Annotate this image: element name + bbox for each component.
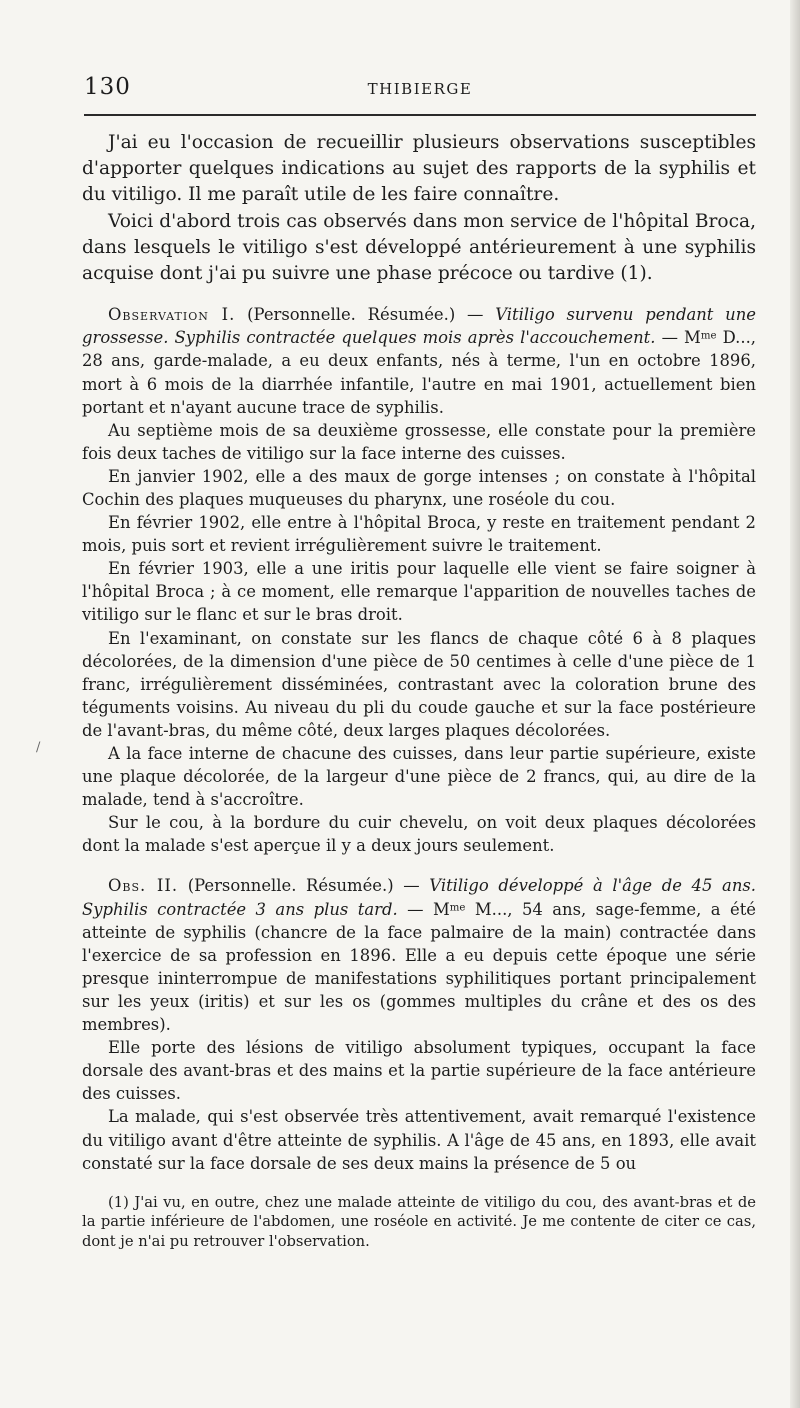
observation-2 (82, 874, 756, 1174)
observation-source: (Personnelle. Résumée.) — (187, 876, 420, 896)
page-edge-shadow (790, 0, 800, 1408)
footnote-text: (1) J'ai vu, en outre, chez une malade atteinte de vitiligo du cou, des avant-bras et de la partie inférieure de l'abdomen, une roséole en activité. Je me contente de citer ce cas, dont je n'ai pu retrouver l'observation. (82, 1193, 756, 1250)
observation-title: Vitiligo développé à l'âge de 45 ans. Syphilis contractée 3 ans plus tard. (82, 876, 756, 919)
observation-first-text: M..., 54 ans, sage-femme, a été atteinte de syphilis (chancre de la face palmaire de la main) contractée dans l'exercice de sa profession en 1896. Elle a eu depuis cette époque une série presque ininterrompue de manifestations syphilitiques portant principalement sur les yeux (iritis) et sur les os (gommes multiples du crâne et des os des membres). (82, 899, 756, 1035)
observation-label: Observation I. (108, 305, 236, 325)
footnote (82, 1193, 756, 1252)
observation-paragraph: Sur le cou, à la bordure du cuir chevelu, on voit deux plaques décolorées dont la malade s'est aperçue il y a deux jours seulement. (82, 813, 756, 856)
observation-paragraph: En février 1902, elle entre à l'hôpital Broca, y reste en traitement pendant 2 mois, puis sort et revient irrégulièrement suivre le traitement. (82, 513, 756, 556)
observation-source: (Personnelle. Résumée.) — (247, 305, 484, 325)
intro-paragraph: Voici d'abord trois cas observés dans mon service de l'hôpital Broca, dans lesquels le vitiligo s'est développé antérieurement à une syphilis acquise dont j'ai pu suivre une phase précoce ou tardive (1). (82, 210, 756, 285)
observation-paragraph: La malade, qui s'est observée très attentivement, avait remarqué l'existence du vitiligo avant d'être atteinte de syphilis. A l'âge de 45 ans, en 1893, elle avait constaté sur la face dorsale de ses deux mains la présence de 5 ou (82, 1107, 756, 1173)
observation-heading (82, 874, 756, 1036)
observation-paragraph: En l'examinant, on constate sur les flancs de chaque côté 6 à 8 plaques décolorées, de la dimension d'une pièce de 50 centimes à celle d'une pièce de 1 franc, irrégulièrement disséminées, contrastant avec la coloration brune des téguments voisins. Au niveau du pli du coude gauche et sur la face postérieure de l'avant-bras, du même côté, deux larges plaques décolorées. (82, 628, 756, 740)
intro-section (82, 130, 756, 287)
observation-first-text: D..., 28 ans, garde-malade, a eu deux enfants, nés à terme, l'un en octobre 1896, mort à 6 mois de la diarrhée infantile, l'autre en mai 1901, actuellement bien portant et n'ayant aucune trace de syphilis. (82, 328, 756, 417)
observation-paragraph: Elle porte des lésions de vitiligo absolument typiques, occupant la face dorsale des avant-bras et des mains et la partie supérieure de la face antérieure des cuisses. (82, 1038, 756, 1104)
running-title: THIBIERGE (367, 80, 473, 98)
observation-paragraph: En janvier 1902, elle a des maux de gorge intenses ; on constate à l'hôpital Cochin des plaques muqueuses du pharynx, une roséole du cou. (82, 466, 756, 509)
margin-mark: / (36, 740, 41, 755)
intro-paragraph: J'ai eu l'occasion de recueillir plusieurs observations susceptibles d'apporter quelques indications au sujet des rapports de la syphilis et du vitiligo. Il me paraît utile de les faire connaître. (82, 132, 756, 206)
observation-paragraph: A la face interne de chacune des cuisses, dans leur partie supérieure, existe une plaque décolorée, de la largeur d'une pièce de 2 francs, qui, au dire de la malade, tend à s'accroître. (82, 744, 756, 810)
page-body (82, 130, 756, 1251)
patient-prefix: — M (407, 899, 450, 919)
patient-prefix: — M (661, 328, 701, 348)
observation-paragraph: En février 1903, elle a une iritis pour laquelle elle vient se faire soigner à l'hôpital Broca ; à ce moment, elle remarque l'apparition de nouvelles taches de vitiligo sur le flanc et sur le bras droit. (82, 559, 756, 625)
observation-1 (82, 303, 756, 857)
patient-title-sup: me (449, 902, 466, 913)
patient-title-sup: me (700, 330, 717, 342)
observation-label: Obs. II. (108, 876, 179, 896)
observation-heading (82, 303, 756, 418)
page-number: 130 (84, 74, 131, 100)
header-rule (84, 114, 756, 116)
observation-title: Vitiligo survenu pendant une grossesse. Syphilis contractée quelques mois après l'accouchement. (82, 305, 756, 348)
observation-paragraph: Au septième mois de sa deuxième grossesse, elle constate pour la première fois deux taches de vitiligo sur la face interne des cuisses. (82, 420, 756, 463)
page-header (84, 72, 756, 102)
